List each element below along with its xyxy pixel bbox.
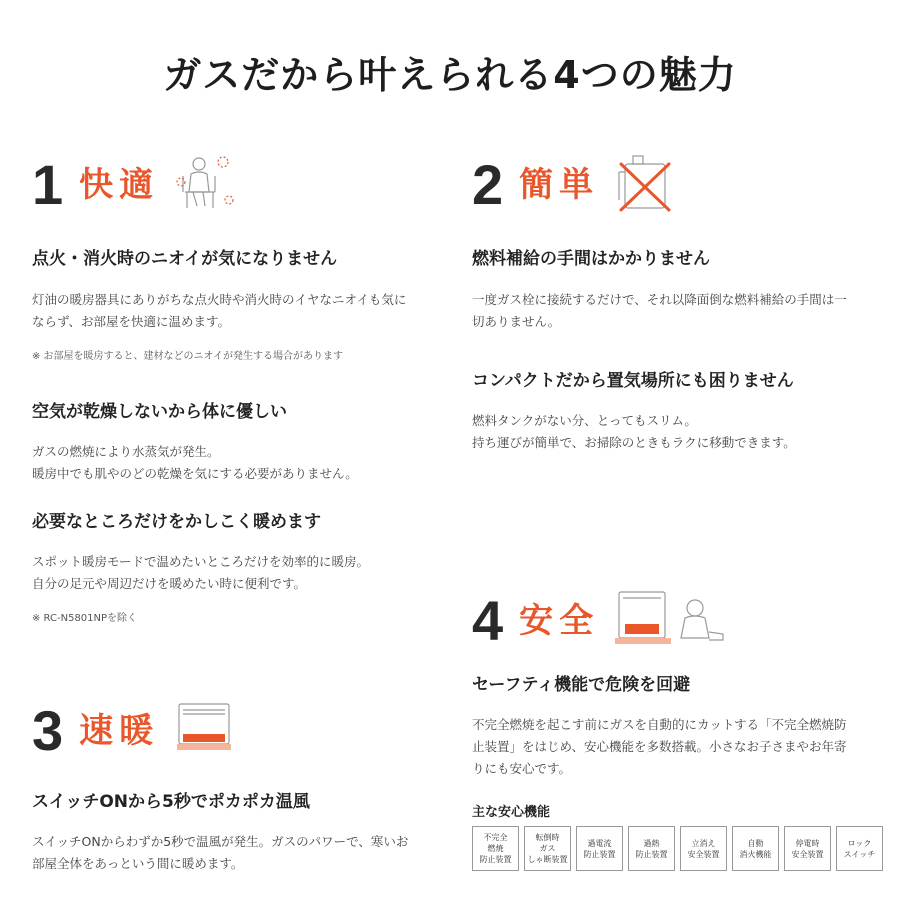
person-relaxing-icon	[173, 152, 239, 218]
s1-body-1	[32, 289, 406, 333]
s4-body-1-line: りにも安心です。	[472, 761, 572, 776]
page-title: ガスだから叶えられる4つの魅力	[163, 53, 737, 97]
safety-feature-badge	[524, 826, 571, 871]
heater-warm-icon	[173, 698, 235, 764]
section-3-number: 3	[32, 699, 64, 762]
s1-body-1-line: 灯油の暖房器具にありがちな点火時や消火時のイヤなニオイも気に	[32, 292, 407, 307]
safety-feature-label: 転倒時 ガス しゃ断装置	[527, 833, 568, 864]
s1-heading-1: 点火・消火時のニオイが気になりません	[32, 249, 338, 269]
safety-feature-badge	[576, 826, 623, 871]
s1-body-3-line: スポット暖房モードで温めたいところだけを効率的に暖房。	[32, 554, 370, 569]
s1-body-1-line: ならず、お部屋を快適に温めます。	[32, 314, 231, 329]
section-3-header	[32, 698, 235, 764]
s2-body-1	[472, 289, 847, 333]
section-4-number: 4	[472, 589, 504, 652]
no-fuel-tank-icon	[613, 152, 673, 218]
s3-body-1-line: 部屋全体をあっという間に暖めます。	[32, 856, 244, 871]
section-2-number: 2	[472, 153, 504, 216]
safety-feature-badge	[628, 826, 675, 871]
s2-body-1-line: 切ありません。	[472, 314, 561, 329]
s1-body-3-line: 自分の足元や周辺だけを暖めたい時に便利です。	[32, 576, 307, 591]
s1-heading-3: 必要なところだけをかしこく暖めます	[32, 512, 321, 532]
safety-features-title: 主な安心機能	[472, 805, 551, 820]
safety-feature-label: ロック スイッチ	[843, 838, 876, 859]
heater-child-icon	[613, 588, 735, 654]
s4-body-1-line: 不完全燃焼を起こす前にガスを自動的にカットする「不完全燃焼防	[472, 717, 847, 732]
safety-feature-badge	[784, 826, 831, 871]
safety-feature-label: 停電時 安全装置	[791, 838, 824, 859]
s1-body-2-line: ガスの燃焼により水蒸気が発生。	[32, 444, 220, 459]
s1-note-1: ※ お部屋を暖房すると、建材などのニオイが発生する場合があります	[32, 351, 344, 362]
s3-heading-1: スイッチONから5秒でポカポカ温風	[32, 792, 310, 812]
section-4-header	[472, 588, 735, 654]
s4-heading-1: セーフティ機能で危険を回避	[472, 675, 691, 695]
safety-feature-badge	[472, 826, 519, 871]
safety-feature-label: 立消え 安全装置	[687, 838, 720, 859]
s4-body-1-line: 止装置」をはじめ、安心機能を多数搭載。小さなお子さまやお年寄	[472, 739, 847, 754]
s1-body-3	[32, 551, 369, 595]
s2-heading-2: コンパクトだから置気場所にも困りません	[472, 371, 794, 391]
safety-feature-label: 過熱 防止装置	[635, 838, 668, 859]
safety-feature-label: 自動 消火機能	[739, 838, 772, 859]
s1-body-2-line: 暖房中でも肌やのどの乾燥を気にする必要がありません。	[32, 466, 358, 481]
s1-body-2	[32, 441, 358, 485]
s1-heading-2: 空気が乾燥しないから体に優しい	[32, 402, 287, 422]
s2-heading-1: 燃料補給の手間はかかりません	[472, 249, 710, 269]
safety-feature-badge	[836, 826, 883, 871]
s2-body-2-line: 燃料タンクがない分、とってもスリム。	[472, 413, 697, 428]
s1-note-3: ※ RC-N5801NPを除く	[32, 613, 138, 624]
safety-feature-label: 不完全 燃焼 防止装置	[479, 833, 512, 864]
safety-feature-label: 過電流 防止装置	[583, 838, 616, 859]
section-1-word: 快適	[79, 165, 160, 205]
section-2-word: 簡単	[519, 165, 600, 205]
safety-features-list	[472, 826, 883, 871]
s3-body-1-line: スイッチONからわずか5秒で温風が発生。ガスのパワーで、寒いお	[32, 834, 409, 849]
section-3-word: 速暖	[79, 711, 160, 751]
safety-feature-badge	[680, 826, 727, 871]
section-1-header	[32, 152, 239, 218]
safety-feature-badge	[732, 826, 779, 871]
s2-body-1-line: 一度ガス栓に接続するだけで、それ以降面倒な燃料補給の手間は一	[472, 292, 847, 307]
section-2-header	[472, 152, 673, 218]
s2-body-2-line: 持ち運びが簡単で、お掃除のときもラクに移動できます。	[472, 435, 796, 450]
s2-body-2	[472, 410, 796, 454]
s3-body-1	[32, 831, 408, 875]
section-4-word: 安全	[519, 601, 600, 641]
section-1-number: 1	[32, 153, 64, 216]
s4-body-1	[472, 714, 847, 780]
